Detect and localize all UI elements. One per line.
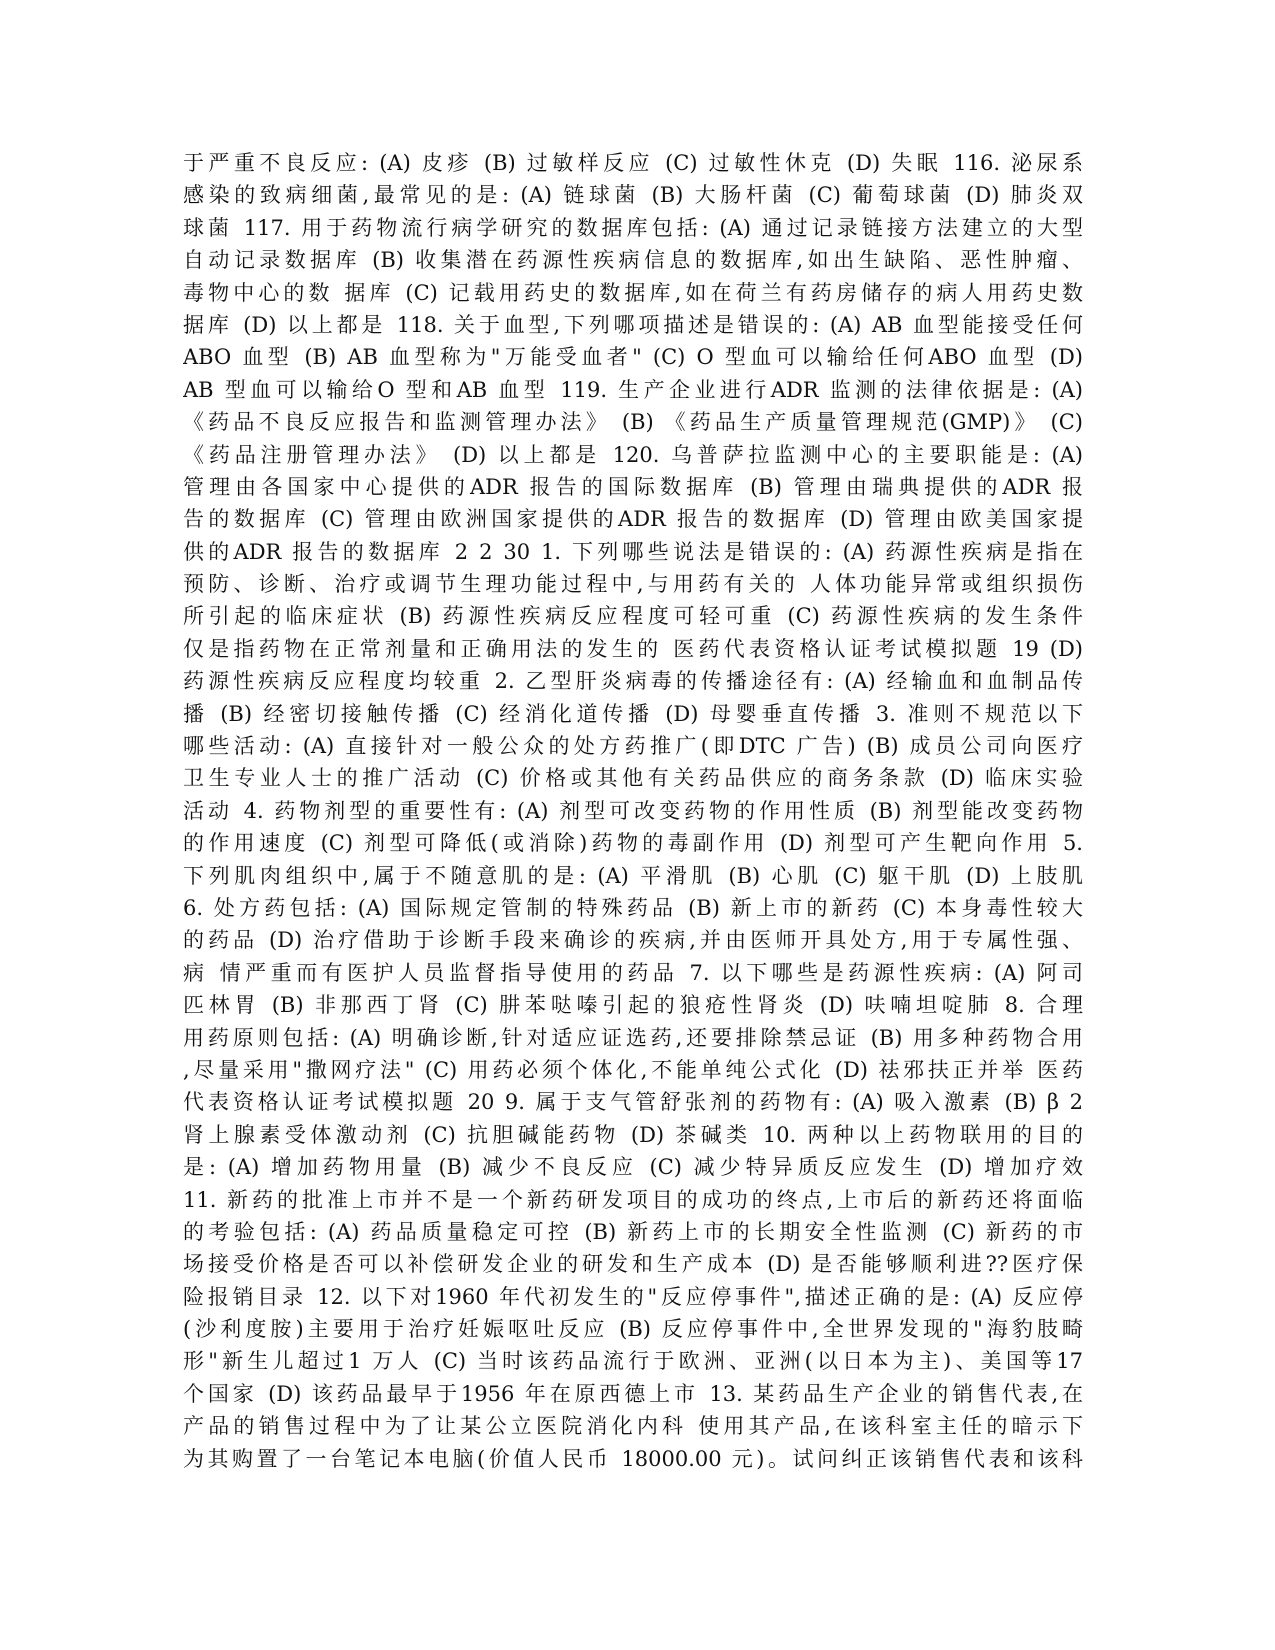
text-line: ,尽量采用"撒网疗法" (C) 用药必须个体化,不能单纯公式化 (D) 祛邪扶正并举 医药 [183, 1057, 1083, 1082]
text-line: AB 型血可以输给O 型和AB 血型 119. 生产企业进行ADR 监测的法律依据是: (A) [183, 377, 1083, 402]
text-line: (沙利度胺)主要用于治疗妊娠呕吐反应 (B) 反应停事件中,全世界发现的"海豹肢畸 [183, 1317, 1083, 1342]
text-line: 个国家 (D) 该药品最早于1956 年在原西德上市 13. 某药品生产企业的销售代表,在 [183, 1381, 1083, 1406]
text-line: 卫生专业人士的推广活动 (C) 价格或其他有关药品供应的商务条款 (D) 临床实验 [183, 766, 1083, 791]
text-line: 代表资格认证考试模拟题 20 9. 属于支气管舒张剂的药物有: (A) 吸入激素 (B) β 2 [183, 1090, 1083, 1115]
text-line: 是: (A) 增加药物用量 (B) 减少不良反应 (C) 减少特异质反应发生 (D) 增加疗效 [183, 1155, 1083, 1180]
text-line: 的考验包括: (A) 药品质量稳定可控 (B) 新药上市的长期安全性监测 (C) 新药的市 [183, 1219, 1083, 1244]
text-line: 的作用速度 (C) 剂型可降低(或消除)药物的毒副作用 (D) 剂型可产生靶向作用 5. [183, 831, 1083, 856]
text-line: 感染的致病细菌,最常见的是: (A) 链球菌 (B) 大肠杆菌 (C) 葡萄球菌 (D) 肺炎双 [183, 183, 1083, 208]
text-line: 于严重不良反应: (A) 皮疹 (B) 过敏样反应 (C) 过敏性休克 (D) 失眠 116. 泌尿系 [183, 151, 1083, 175]
text-line: 据库 (D) 以上都是 118. 关于血型,下列哪项描述是错误的: (A) AB 血型能接受任何 [183, 312, 1083, 337]
text-line: 《药品注册管理办法》 (D) 以上都是 120. 乌普萨拉监测中心的主要职能是: (A) [183, 442, 1083, 467]
text-line: 肾上腺素受体激动剂 (C) 抗胆碱能药物 (D) 茶碱类 10. 两种以上药物联用的目的 [183, 1122, 1083, 1147]
text-line: 活动 4. 药物剂型的重要性有: (A) 剂型可改变药物的作用性质 (B) 剂型能改变药物 [183, 798, 1083, 823]
text-line: 药源性疾病反应程度均较重 2. 乙型肝炎病毒的传播途径有: (A) 经输血和血制品传 [183, 669, 1083, 694]
text-line: 的药品 (D) 治疗借助于诊断手段来确诊的疾病,并由医师开具处方,用于专属性强、 [183, 928, 1083, 953]
text-line: 哪些活动: (A) 直接针对一般公众的处方药推广(即DTC 广告) (B) 成员公司向医疗 [183, 734, 1083, 759]
text-line: 所引起的临床症状 (B) 药源性疾病反应程度可轻可重 (C) 药源性疾病的发生条件 [183, 604, 1083, 629]
body-text [183, 147, 1083, 1475]
text-line: 险报销目录 12. 以下对1960 年代初发生的"反应停事件",描述正确的是: (A) 反应停 [183, 1284, 1083, 1309]
text-line: 11. 新药的批准上市并不是一个新药研发项目的成功的终点,上市后的新药还将面临 [183, 1187, 1083, 1212]
text-line: 6. 处方药包括: (A) 国际规定管制的特殊药品 (B) 新上市的新药 (C) 本身毒性较大 [183, 895, 1083, 920]
text-line: 预防、诊断、治疗或调节生理功能过程中,与用药有关的 人体功能异常或组织损伤 [183, 572, 1083, 597]
text-line: ABO 血型 (B) AB 血型称为"万能受血者" (C) O 型血可以输给任何ABO 血型 (D) [183, 345, 1083, 370]
text-line: 产品的销售过程中为了让某公立医院消化内科 使用其产品,在该科室主任的暗示下 [183, 1414, 1083, 1439]
text-line: 场接受价格是否可以补偿研发企业的研发和生产成本 (D) 是否能够顺利进??医疗保 [183, 1252, 1083, 1277]
text-line: 球菌 117. 用于药物流行病学研究的数据库包括: (A) 通过记录链接方法建立的大型 [183, 215, 1083, 240]
text-line: 为其购置了一台笔记本电脑(价值人民币 18000.00 元)。试问纠正该销售代表和该科 [183, 1446, 1083, 1471]
text-line: 管理由各国家中心提供的ADR 报告的国际数据库 (B) 管理由瑞典提供的ADR 报 [183, 474, 1083, 499]
text-line: 用药原则包括: (A) 明确诊断,针对适应证选药,还要排除禁忌证 (B) 用多种药物合用 [183, 1025, 1083, 1050]
text-line: 告的数据库 (C) 管理由欧洲国家提供的ADR 报告的数据库 (D) 管理由欧美国家提 [183, 507, 1083, 532]
text-line: 匹林胃 (B) 非那西丁肾 (C) 肼苯哒嗪引起的狼疮性肾炎 (D) 呋喃坦啶肺 8. 合理 [183, 993, 1083, 1018]
text-line: 自动记录数据库 (B) 收集潜在药源性疾病信息的数据库,如出生缺陷、恶性肿瘤、 [183, 248, 1083, 273]
text-line: 形"新生儿超过1 万人 (C) 当时该药品流行于欧洲、亚洲(以日本为主)、美国等17 [183, 1349, 1083, 1374]
text-line: 下列肌肉组织中,属于不随意肌的是: (A) 平滑肌 (B) 心肌 (C) 躯干肌 (D) 上肢肌 [183, 863, 1083, 888]
text-line: 仅是指药物在正常剂量和正确用法的发生的 医药代表资格认证考试模拟题 19 (D) [183, 636, 1083, 661]
text-line: 毒物中心的数 据库 (C) 记载用药史的数据库,如在荷兰有药房储存的病人用药史数 [183, 280, 1083, 305]
text-line: 《药品不良反应报告和监测管理办法》 (B) 《药品生产质量管理规范(GMP)》 (C) [183, 410, 1083, 435]
text-line: 供的ADR 报告的数据库 2 2 30 1. 下列哪些说法是错误的: (A) 药源性疾病是指在 [183, 539, 1083, 564]
text-line: 播 (B) 经密切接触传播 (C) 经消化道传播 (D) 母婴垂直传播 3. 准则不规范以下 [183, 701, 1083, 726]
text-line: 病 情严重而有医护人员监督指导使用的药品 7. 以下哪些是药源性疾病: (A) 阿司 [183, 960, 1083, 985]
